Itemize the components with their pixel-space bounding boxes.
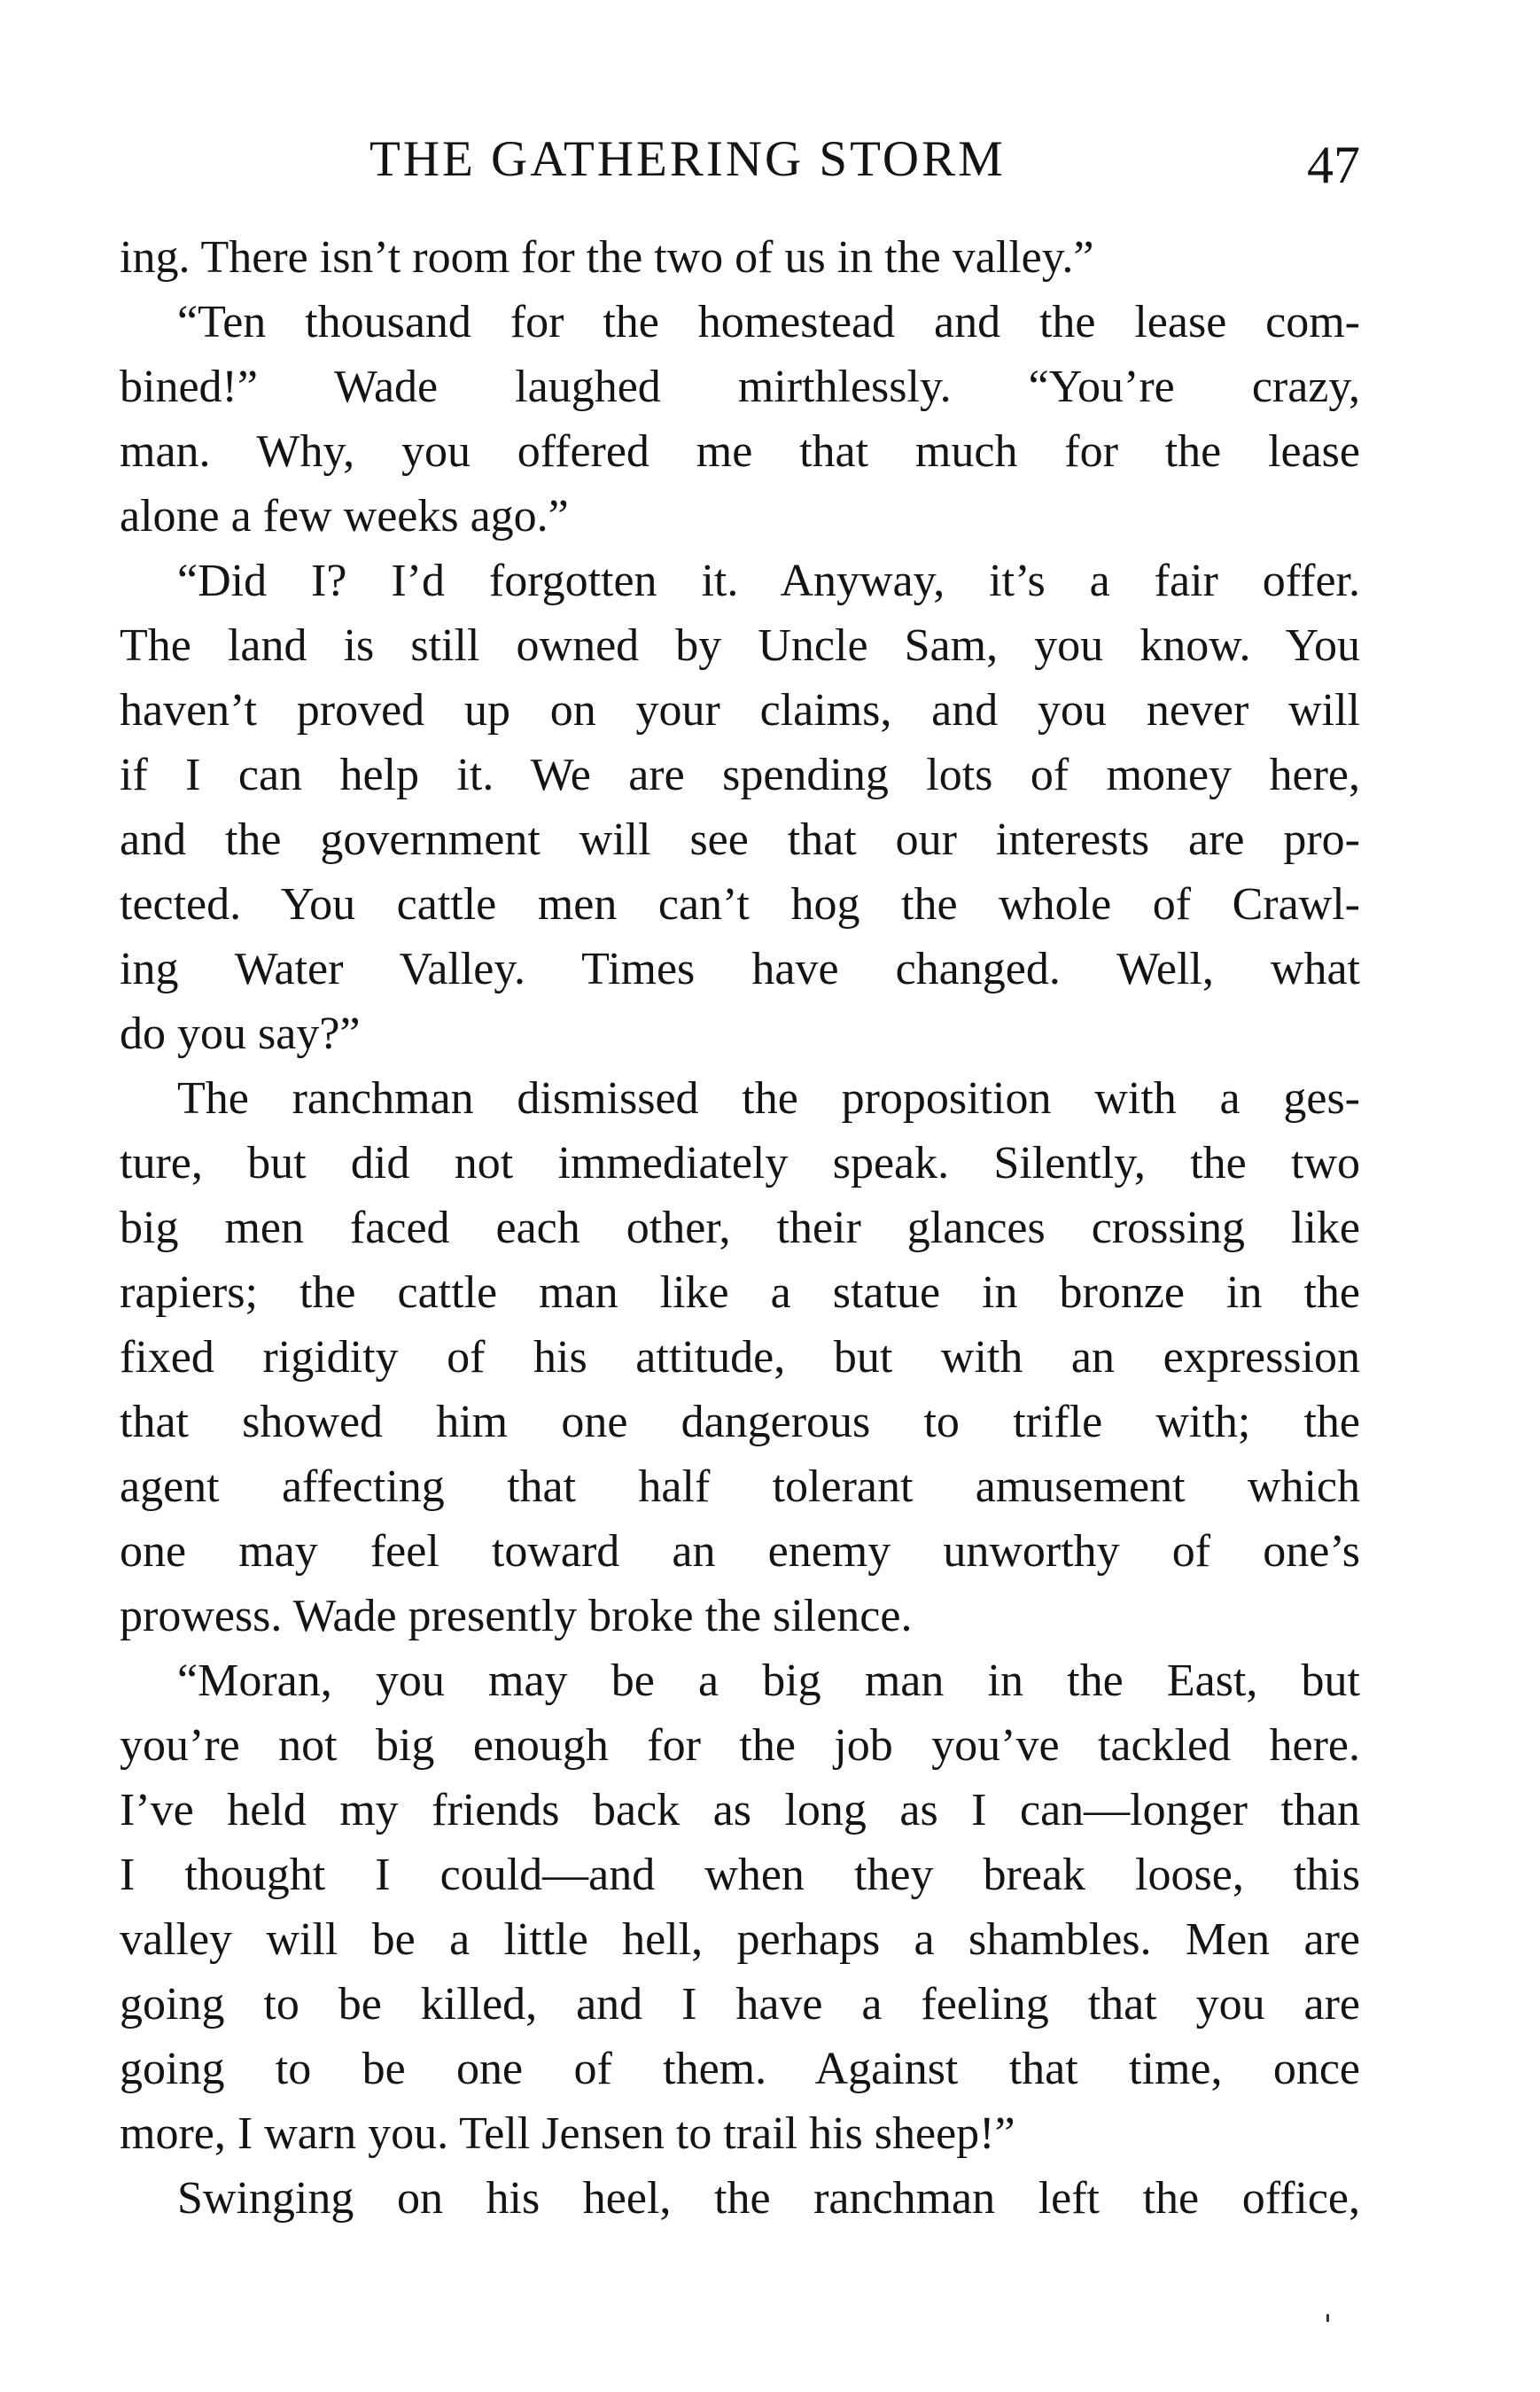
text-line: more, I warn you. Tell Jensen to trail his sheep!” bbox=[120, 2108, 1015, 2159]
text-line: you’re not big enough for the job you’ve tackled here. bbox=[120, 1720, 1360, 1771]
text-line: haven’t proved up on your claims, and you never will bbox=[120, 685, 1360, 736]
running-title: THE GATHERING STORM bbox=[369, 131, 1006, 187]
text-line: “Moran, you may be a big man in the East, but bbox=[177, 1656, 1360, 1706]
text-line: bined!” Wade laughed mirthlessly. “You’re crazy, bbox=[120, 362, 1360, 412]
body-text bbox=[120, 225, 1360, 2299]
text-line: Swinging on his heel, the ranchman left the office, bbox=[177, 2173, 1360, 2224]
text-line: tected. You cattle men can’t hog the whole of Crawl- bbox=[120, 879, 1360, 930]
text-line: ing Water Valley. Times have changed. Well, what bbox=[120, 944, 1360, 994]
text-line: going to be one of them. Against that time, once bbox=[120, 2044, 1360, 2094]
text-line: valley will be a little hell, perhaps a shambles. Men are bbox=[120, 1914, 1360, 1965]
text-line: I thought I could—and when they break loose, this bbox=[120, 1850, 1360, 1900]
text-line: The land is still owned by Uncle Sam, you know. You bbox=[120, 620, 1360, 671]
text-line: The ranchman dismissed the proposition with a ges- bbox=[177, 1073, 1360, 1124]
text-line: that showed him one dangerous to trifle with; the bbox=[120, 1397, 1360, 1447]
text-line: ture, but did not immediately speak. Silently, the two bbox=[120, 1138, 1360, 1188]
text-line: prowess. Wade presently broke the silence. bbox=[120, 1591, 913, 1641]
text-line: I’ve held my friends back as long as I can—longer than bbox=[120, 1785, 1360, 1835]
text-line: if I can help it. We are spending lots of money here, bbox=[120, 750, 1360, 800]
text-line: man. Why, you offered me that much for the lease bbox=[120, 426, 1360, 477]
text-line: fixed rigidity of his attitude, but with an expression bbox=[120, 1332, 1360, 1383]
text-line: one may feel toward an enemy unworthy of one’s bbox=[120, 1526, 1360, 1577]
text-line: “Did I? I’d forgotten it. Anyway, it’s a fair offer. bbox=[177, 556, 1360, 606]
text-line: do you say?” bbox=[120, 1009, 361, 1059]
text-line: “Ten thousand for the homestead and the lease com- bbox=[177, 297, 1360, 347]
text-line: ing. There isn’t room for the two of us in the valley.” bbox=[120, 232, 1094, 283]
text-line: agent affecting that half tolerant amusement which bbox=[120, 1461, 1360, 1512]
text-line: and the government will see that our interests are pro- bbox=[120, 814, 1360, 865]
ink-speck bbox=[1326, 2314, 1329, 2322]
text-line: rapiers; the cattle man like a statue in bronze in the bbox=[120, 1267, 1360, 1318]
text-line: alone a few weeks ago.” bbox=[120, 491, 569, 542]
page-number: 47 bbox=[1307, 136, 1360, 194]
running-head bbox=[120, 120, 1360, 199]
text-line: going to be killed, and I have a feeling that you are bbox=[120, 1979, 1360, 2030]
text-line: big men faced each other, their glances crossing like bbox=[120, 1203, 1360, 1253]
